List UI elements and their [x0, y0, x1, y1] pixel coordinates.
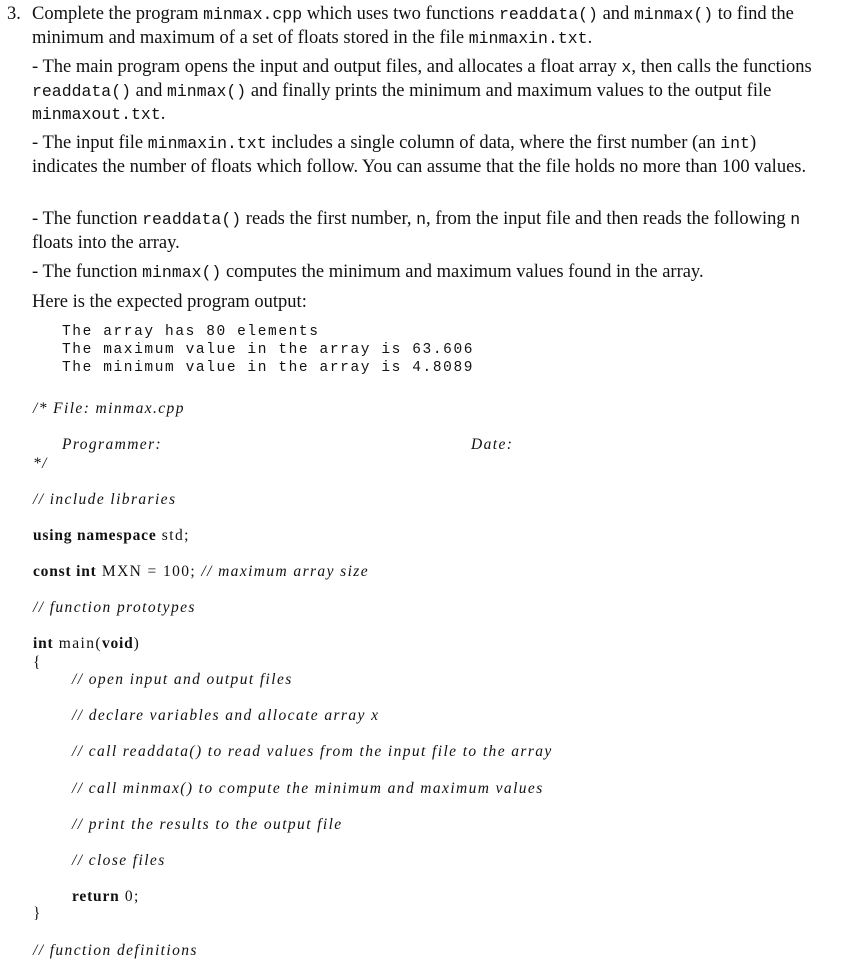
- para-text: , then calls the functions: [631, 57, 812, 77]
- file-comment: /* File: minmax.cpp: [33, 400, 185, 417]
- function-code: minmax(): [633, 5, 714, 24]
- intro-text: and: [597, 4, 634, 24]
- para-text: reads the first number,: [241, 209, 417, 229]
- code-text: std;: [156, 527, 190, 544]
- filename-code: minmax.cpp: [203, 5, 303, 24]
- body-comment: // declare variables and allocate array x: [72, 707, 380, 724]
- intro-text: Complete the program: [32, 4, 204, 24]
- inline-code: minmaxout.txt: [32, 105, 161, 124]
- question-intro: [32, 3, 812, 50]
- code-text: MXN = 100;: [96, 563, 202, 580]
- inline-code: x: [621, 58, 632, 77]
- inline-code: n: [790, 210, 801, 229]
- body-comment: // close files: [72, 852, 166, 869]
- keyword: const int: [33, 563, 97, 580]
- para-text: , from the input file and then reads the following: [426, 209, 791, 229]
- para-text: includes a single column of data, where the first number (an: [266, 133, 721, 153]
- inline-code: minmaxin.txt: [147, 134, 267, 153]
- body-comment: // open input and output files: [72, 671, 293, 688]
- programmer-comment: Programmer:: [62, 436, 163, 453]
- keyword: int: [33, 635, 54, 652]
- using-namespace-line: [33, 527, 190, 545]
- para-text: and finally prints the minimum and maximum values to the output file: [246, 80, 772, 101]
- expected-output-block: [62, 323, 474, 377]
- open-brace: {: [33, 654, 42, 671]
- inline-code: readdata(): [32, 81, 132, 101]
- output-line: The minimum value in the array is 4.8089: [62, 360, 475, 376]
- para-text: - The input file: [32, 133, 148, 153]
- inline-code: n: [416, 210, 427, 229]
- main-signature: [33, 635, 140, 653]
- intro-text: which uses two functions: [302, 4, 499, 24]
- expected-output-heading: Here is the expected program output:: [32, 292, 307, 312]
- para-text: - The main program opens the input and output files, and allocates a float array: [32, 57, 622, 77]
- intro-text: to find the minimum and maximum of a set of floats stored in the file: [32, 4, 794, 48]
- date-comment: Date:: [471, 436, 514, 453]
- comment-end: */: [33, 455, 48, 472]
- body-comment: // call minmax() to compute the minimum and maximum values: [72, 780, 544, 797]
- para-text: - The function: [32, 262, 143, 282]
- question-number: 3.: [7, 4, 21, 24]
- inline-code: minmax(): [167, 81, 247, 101]
- code-comment: // maximum array size: [201, 563, 369, 580]
- body-comment: // print the results to the output file: [72, 816, 343, 833]
- para-text: computes the minimum and maximum values found in the array.: [221, 262, 704, 282]
- inline-code: int: [720, 134, 750, 153]
- keyword: return: [72, 888, 120, 905]
- prototypes-comment: // function prototypes: [33, 599, 196, 616]
- paragraph-readdata: [32, 208, 812, 254]
- inline-code: readdata(): [142, 210, 242, 229]
- close-brace: }: [33, 905, 42, 922]
- code-text: 0;: [119, 888, 140, 905]
- function-code: readdata(): [498, 5, 598, 24]
- code-text: ): [133, 635, 141, 652]
- body-comment: // call readdata() to read values from the input file to the array: [72, 743, 553, 760]
- const-line: [33, 563, 369, 581]
- paragraph-main-program: [32, 56, 812, 127]
- para-text: - The function: [32, 209, 143, 229]
- keyword: using namespace: [33, 527, 157, 544]
- output-line: The array has 80 elements: [62, 324, 320, 340]
- paragraph-minmax: [32, 261, 812, 285]
- code-text: main(: [53, 635, 102, 652]
- definitions-comment: // function definitions: [33, 942, 198, 959]
- include-comment: // include libraries: [33, 491, 177, 508]
- inline-code: minmax(): [142, 263, 222, 282]
- para-text: and: [131, 80, 167, 101]
- paragraph-input-file: [32, 132, 812, 178]
- para-text: ) indicates the number of floats which follow. You can assume that the file holds no more than 100 values.: [32, 133, 807, 177]
- para-text: floats into the array.: [32, 232, 180, 253]
- intro-text: .: [587, 27, 593, 48]
- para-text: .: [160, 104, 166, 124]
- return-line: [72, 888, 140, 906]
- keyword: void: [101, 635, 134, 652]
- filename-code: minmaxin.txt: [468, 28, 588, 48]
- output-line: The maximum value in the array is 63.606: [62, 342, 475, 358]
